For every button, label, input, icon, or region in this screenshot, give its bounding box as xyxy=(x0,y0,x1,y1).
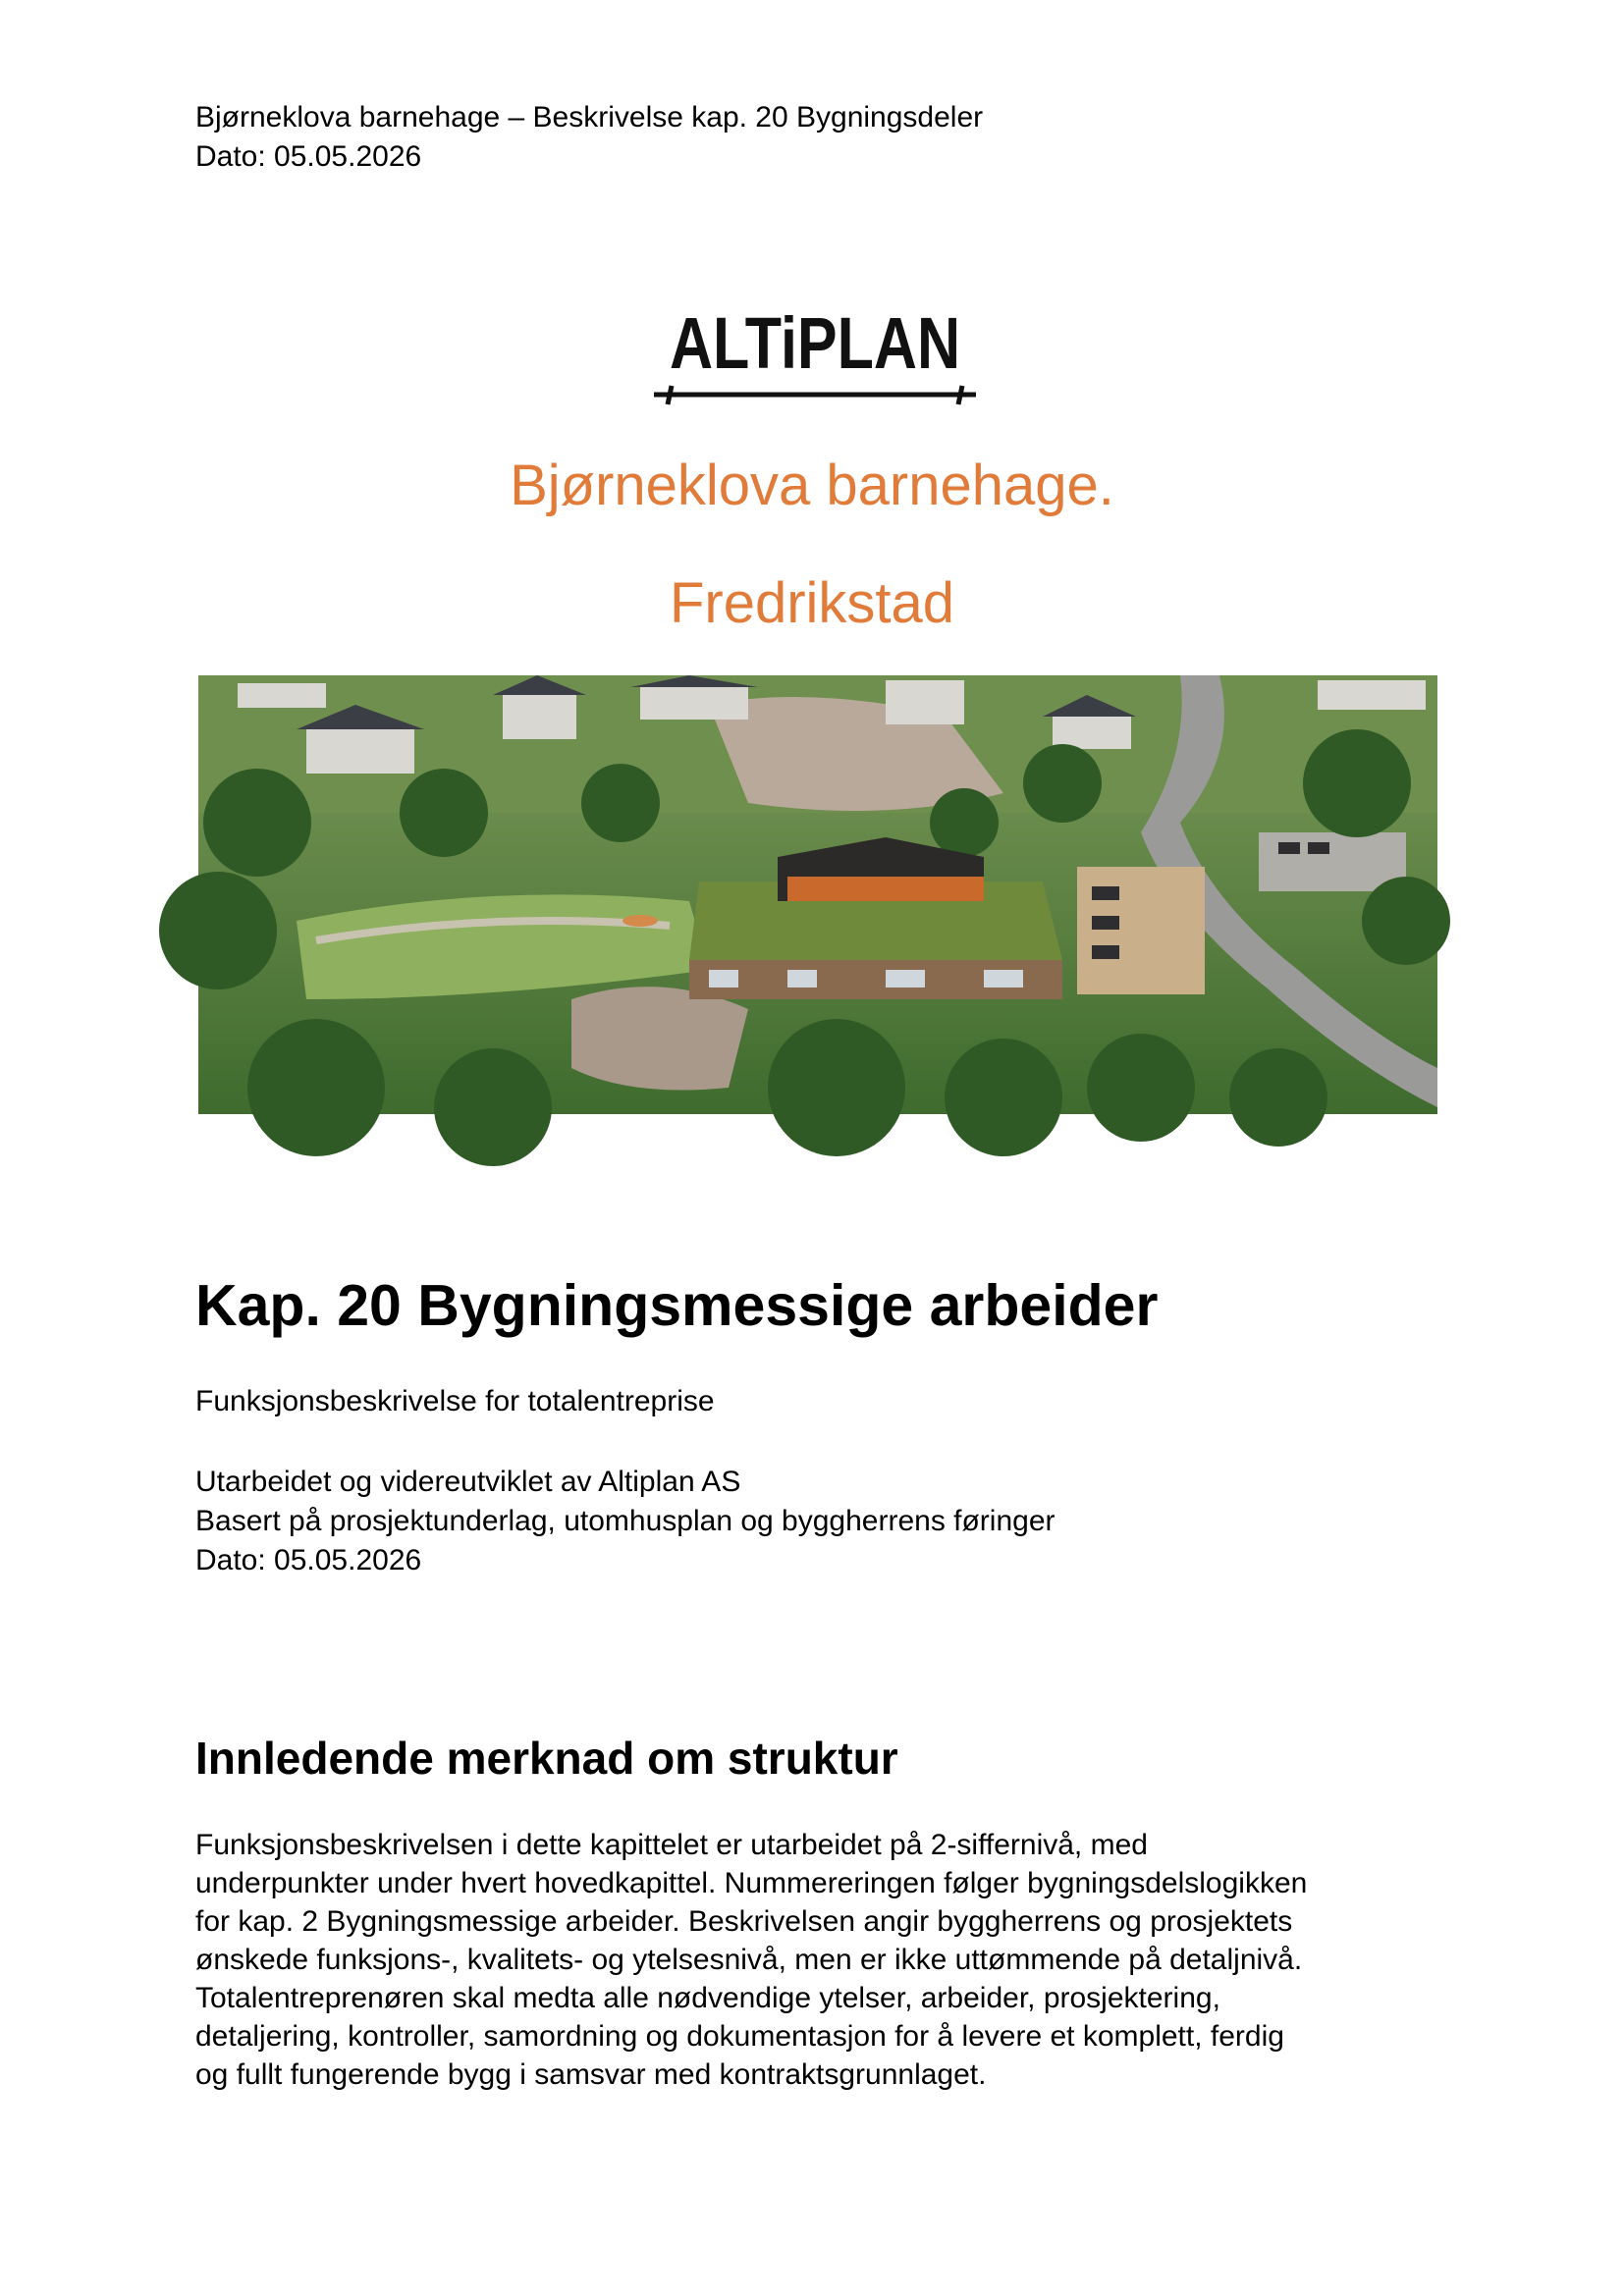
page-header xyxy=(195,98,983,177)
header-date: Dato: 05.05.2026 xyxy=(195,140,422,173)
altiplan-logo-graphic xyxy=(648,299,982,412)
cover-title: Bjørneklova barnehage. xyxy=(510,454,1114,517)
chapter-meta xyxy=(195,1463,1056,1580)
chapter-subtitle: Funksjonsbeskrivelse for totalentreprise xyxy=(195,1385,715,1417)
paragraph-line: ønskede funksjons-, kvalitets- og ytelsesnivå, men er ikke uttømmende på detaljnivå. xyxy=(195,1944,1303,1976)
paragraph-line: underpunkter under hvert hovedkapittel. Nummereringen følger bygningsdelslogikken xyxy=(195,1867,1308,1899)
section-heading: Innledende merknad om struktur xyxy=(195,1733,898,1784)
paragraph-line: detaljering, kontroller, samordning og dokumentasjon for å levere et komplett, ferdig xyxy=(195,2020,1284,2053)
paragraph-line: for kap. 2 Bygningsmessige arbeider. Beskrivelsen angir byggherrens og prosjektets xyxy=(195,1905,1293,1938)
meta-date: Dato: 05.05.2026 xyxy=(195,1544,422,1576)
cover-location: Fredrikstad xyxy=(669,571,955,635)
aerial-illustration xyxy=(198,675,1437,1114)
paragraph-line: Totalentreprenøren skal medta alle nødvendige ytelser, arbeider, prosjektering, xyxy=(195,1982,1220,2014)
header-title: Bjørneklova barnehage – Beskrivelse kap. 20 Bygningsdeler xyxy=(195,101,984,133)
paragraph-line: og fullt fungerende bygg i samsvar med kontraktsgrunnlaget. xyxy=(195,2058,987,2091)
aerial-photo xyxy=(198,675,1437,1114)
meta-author: Utarbeidet og videreutviklet av Altiplan AS xyxy=(195,1466,741,1498)
meta-basis: Basert på prosjektunderlag, utomhusplan og byggherrens føringer xyxy=(195,1505,1056,1537)
paragraph-line: Funksjonsbeskrivelsen i dette kapittelet er utarbeidet på 2-siffernivå, med xyxy=(195,1829,1148,1861)
chapter-heading: Kap. 20 Bygningsmessige arbeider xyxy=(195,1273,1159,1338)
logo-wordmark: ALTiPLAN xyxy=(670,302,960,384)
section-paragraph xyxy=(195,1826,1452,2094)
altiplan-logo xyxy=(648,299,982,412)
